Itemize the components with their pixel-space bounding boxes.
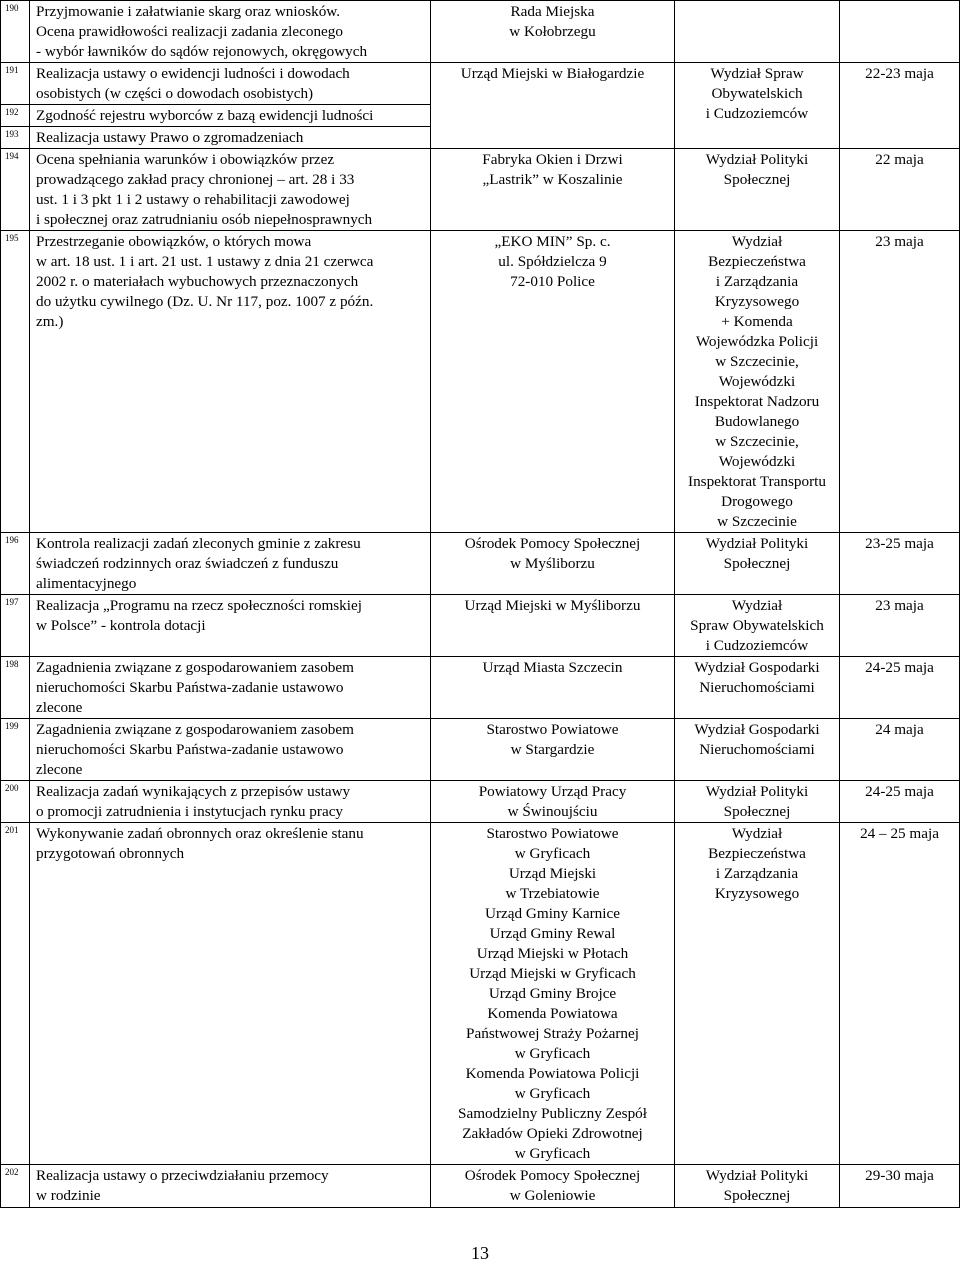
entity-line: Fabryka Okien i Drzwi (482, 151, 623, 168)
entity-line: Komenda Powiatowa (487, 1005, 618, 1022)
task-description (30, 1165, 431, 1208)
department-line: + Komenda (721, 313, 793, 330)
item-number: 194 (1, 149, 30, 231)
inspected-entity (431, 533, 675, 595)
task-description (30, 781, 431, 823)
table-row (1, 1, 960, 63)
date-line: 29-30 maja (865, 1167, 934, 1184)
department-line: Wydział Polityki (705, 783, 809, 800)
department (675, 823, 840, 1165)
date-line: 24-25 maja (865, 659, 934, 676)
entity-line: Zakładów Opieki Zdrowotnej (462, 1125, 643, 1142)
inspected-entity (431, 1165, 675, 1208)
task-line: Ocena spełniania warunków i obowiązków przez (36, 151, 335, 168)
department (675, 781, 840, 823)
task-line: alimentacyjnego (36, 575, 137, 592)
task-description (30, 1, 431, 63)
date-line: 23 maja (875, 597, 924, 614)
table-row (1, 595, 960, 657)
item-number: 197 (1, 595, 30, 657)
table-row (1, 533, 960, 595)
department-line: Inspektorat Transportu (688, 473, 826, 490)
table-row (1, 781, 960, 823)
page-number: 13 (471, 1243, 489, 1263)
inspected-entity (431, 63, 675, 149)
entity-line: Urząd Miejski w Płotach (476, 945, 629, 962)
entity-line: w Stargardzie (510, 741, 595, 758)
department-line: w Szczecinie, (715, 433, 799, 450)
department-line: Bezpieczeństwa (708, 845, 806, 862)
inspection-date (840, 149, 960, 231)
task-line: nieruchomości Skarbu Państwa-zadanie ustawowo (36, 679, 344, 696)
task-line: Ocena prawidłowości realizacji zadania zleconego (36, 23, 343, 40)
task-description (30, 595, 431, 657)
department-line: Kryzysowego (714, 885, 800, 902)
entity-line: w Kołobrzegu (509, 23, 596, 40)
task-line: zm.) (36, 313, 64, 330)
table-row (1, 719, 960, 781)
entity-line: Urząd Gminy Karnice (485, 905, 620, 922)
entity-line: Ośrodek Pomocy Społecznej (464, 1167, 641, 1184)
entity-line: ul. Spółdzielcza 9 (498, 253, 607, 270)
table-row (1, 63, 960, 105)
department-line: Spraw Obywatelskich (690, 617, 824, 634)
department-line: Nieruchomościami (699, 679, 815, 696)
department (675, 657, 840, 719)
entity-line: Starostwo Powiatowe (486, 825, 619, 842)
department-line: Drogowego (721, 493, 793, 510)
department-line: w Szczecinie, (715, 353, 799, 370)
entity-line: Urząd Gminy Rewal (489, 925, 616, 942)
table-row (1, 149, 960, 231)
task-description (30, 149, 431, 231)
entity-line: w Gryficach (514, 845, 591, 862)
department-line: Bezpieczeństwa (708, 253, 806, 270)
entity-line: Urząd Miejski w Gryficach (469, 965, 636, 982)
department-line: Wydział Gospodarki (694, 659, 820, 676)
item-number: 196 (1, 533, 30, 595)
inspection-date (840, 781, 960, 823)
inspected-entity (431, 231, 675, 533)
inspection-date (840, 63, 960, 149)
task-line: Realizacja „Programu na rzecz społeczności romskiej (36, 597, 362, 614)
inspection-date (840, 595, 960, 657)
department (675, 595, 840, 657)
item-number: 192 (1, 105, 30, 127)
entity-line: Ośrodek Pomocy Społecznej (464, 535, 641, 552)
entity-line: „Lastrik” w Koszalinie (482, 171, 623, 188)
task-line: Przyjmowanie i załatwianie skarg oraz wniosków. (36, 3, 341, 20)
entity-line: Urząd Gminy Brojce (488, 985, 617, 1002)
entity-line: w Myśliborzu (510, 555, 595, 572)
entity-line: w Gryficach (514, 1085, 591, 1102)
task-line: zlecone (36, 699, 83, 716)
task-line: Zagadnienia związane z gospodarowaniem zasobem (36, 721, 354, 738)
department-line: Wydział Polityki (705, 535, 809, 552)
task-line: i społecznej oraz zatrudnianiu osób niepełnosprawnych (36, 211, 373, 228)
department (675, 1165, 840, 1208)
date-line: 23 maja (875, 233, 924, 250)
department-line: Obywatelskich (711, 85, 803, 102)
date-line: 22-23 maja (865, 65, 934, 82)
task-description (30, 533, 431, 595)
department-line: Nieruchomościami (699, 741, 815, 758)
table-row (1, 823, 960, 1165)
entity-line: Samodzielny Publiczny Zespół (458, 1105, 647, 1122)
inspected-entity (431, 781, 675, 823)
entity-line: Powiatowy Urząd Pracy (478, 783, 627, 800)
entity-line: Starostwo Powiatowe (486, 721, 619, 738)
task-description (30, 63, 431, 105)
task-line: - wybór ławników do sądów rejonowych, okręgowych (36, 43, 368, 60)
entity-line: Urząd Miejski w Myśliborzu (464, 597, 641, 614)
item-number: 191 (1, 63, 30, 105)
inspected-entity (431, 719, 675, 781)
department-line: Społecznej (723, 1187, 791, 1204)
date-line: 24-25 maja (865, 783, 934, 800)
task-description (30, 231, 431, 533)
department-line: Wydział (731, 233, 783, 250)
task-line: o promocji zatrudnienia i instytucjach rynku pracy (36, 803, 344, 820)
inspection-date (840, 1, 960, 63)
item-number: 193 (1, 127, 30, 149)
department (675, 149, 840, 231)
inspection-date (840, 231, 960, 533)
entity-line: Rada Miejska (510, 3, 595, 20)
inspection-date (840, 533, 960, 595)
department-line: i Zarządzania (715, 865, 799, 882)
task-line: Realizacja ustawy o ewidencji ludności i dowodach (36, 65, 350, 82)
inspected-entity (431, 595, 675, 657)
department-line: Wojewódzki (718, 453, 796, 470)
entity-line: w Świnoujściu (507, 803, 598, 820)
department-line: i Cudzoziemców (705, 637, 809, 654)
department-line: Inspektorat Nadzoru (694, 393, 820, 410)
inspection-date (840, 719, 960, 781)
entity-line: 72-010 Police (510, 273, 595, 290)
entity-line: Urząd Miejski (508, 865, 597, 882)
task-line: Zagadnienia związane z gospodarowaniem zasobem (36, 659, 354, 676)
task-description (30, 657, 431, 719)
department-line: Wydział Gospodarki (694, 721, 820, 738)
task-line: Wykonywanie zadań obronnych oraz określenie stanu (36, 825, 364, 842)
item-number: 190 (1, 1, 30, 63)
task-line: w art. 18 ust. 1 i art. 21 ust. 1 ustawy z dnia 21 czerwca (36, 253, 374, 270)
department-line: Wojewódzki (718, 373, 796, 390)
department (675, 719, 840, 781)
department-line: Społecznej (723, 555, 791, 572)
department-line: Wydział (731, 825, 783, 842)
department-line: Wydział Polityki (705, 151, 809, 168)
department-line: Kryzysowego (714, 293, 800, 310)
task-description (30, 105, 431, 127)
task-line: do użytku cywilnego (Dz. U. Nr 117, poz. 1007 z późn. (36, 293, 374, 310)
item-number: 195 (1, 231, 30, 533)
task-line: Realizacja ustawy Prawo o zgromadzeniach (36, 129, 304, 146)
date-line: 24 – 25 maja (860, 825, 939, 842)
date-line: 22 maja (875, 151, 924, 168)
item-number: 202 (1, 1165, 30, 1208)
table-row (1, 231, 960, 533)
department-line: Społecznej (723, 171, 791, 188)
task-description (30, 823, 431, 1165)
date-line: 24 maja (875, 721, 924, 738)
task-line: prowadzącego zakład pracy chronionej – art. 28 i 33 (36, 171, 355, 188)
inspected-entity (431, 149, 675, 231)
task-line: przygotowań obronnych (36, 845, 185, 862)
department-line: i Zarządzania (715, 273, 799, 290)
department-line: Wojewódzka Policji (695, 333, 819, 350)
inspection-date (840, 657, 960, 719)
task-line: Zgodność rejestru wyborców z bazą ewidencji ludności (36, 107, 374, 124)
task-line: świadczeń rodzinnych oraz świadczeń z funduszu (36, 555, 339, 572)
item-number: 199 (1, 719, 30, 781)
department-line: w Szczecinie (717, 513, 797, 530)
task-line: Realizacja ustawy o przeciwdziałaniu przemocy (36, 1167, 329, 1184)
department (675, 533, 840, 595)
entity-line: Państwowej Straży Pożarnej (466, 1025, 639, 1042)
entity-line: w Goleniowie (509, 1187, 596, 1204)
inspection-date (840, 1165, 960, 1208)
department (675, 63, 840, 149)
task-description (30, 719, 431, 781)
task-line: zlecone (36, 761, 83, 778)
item-number: 200 (1, 781, 30, 823)
entity-line: w Trzebiatowie (505, 885, 600, 902)
entity-line: „EKO MIN” Sp. c. (494, 233, 611, 250)
entity-line: Urząd Miejski w Białogardzie (460, 65, 645, 82)
entity-line: w Gryficach (514, 1145, 591, 1162)
task-line: Przestrzeganie obowiązków, o których mowa (36, 233, 312, 250)
item-number: 198 (1, 657, 30, 719)
department-line: i Cudzoziemców (705, 105, 809, 122)
entity-line: Urząd Miasta Szczecin (482, 659, 623, 676)
date-line: 23-25 maja (865, 535, 934, 552)
table-row (1, 1165, 960, 1208)
department (675, 231, 840, 533)
department-line: Wydział Spraw (710, 65, 804, 82)
item-number: 201 (1, 823, 30, 1165)
table-row (1, 657, 960, 719)
task-description (30, 127, 431, 149)
department-line: Wydział (731, 597, 783, 614)
task-line: w Polsce” - kontrola dotacji (36, 617, 206, 634)
inspected-entity (431, 657, 675, 719)
task-line: osobistych (w części o dowodach osobistych) (36, 85, 314, 102)
entity-line: Komenda Powiatowa Policji (465, 1065, 640, 1082)
inspection-date (840, 823, 960, 1165)
task-line: w rodzinie (36, 1187, 101, 1204)
inspected-entity (431, 1, 675, 63)
task-line: Realizacja zadań wynikających z przepisów ustawy (36, 783, 351, 800)
task-line: ust. 1 i 3 pkt 1 i 2 ustawy o rehabilitacji zawodowej (36, 191, 350, 208)
department-line: Społecznej (723, 803, 791, 820)
department (675, 1, 840, 63)
inspected-entity (431, 823, 675, 1165)
task-line: Kontrola realizacji zadań zleconych gminie z zakresu (36, 535, 361, 552)
task-line: nieruchomości Skarbu Państwa-zadanie ustawowo (36, 741, 344, 758)
department-line: Budowlanego (714, 413, 800, 430)
department-line: Wydział Polityki (705, 1167, 809, 1184)
task-line: 2002 r. o materiałach wybuchowych przeznaczonych (36, 273, 359, 290)
entity-line: w Gryficach (514, 1045, 591, 1062)
